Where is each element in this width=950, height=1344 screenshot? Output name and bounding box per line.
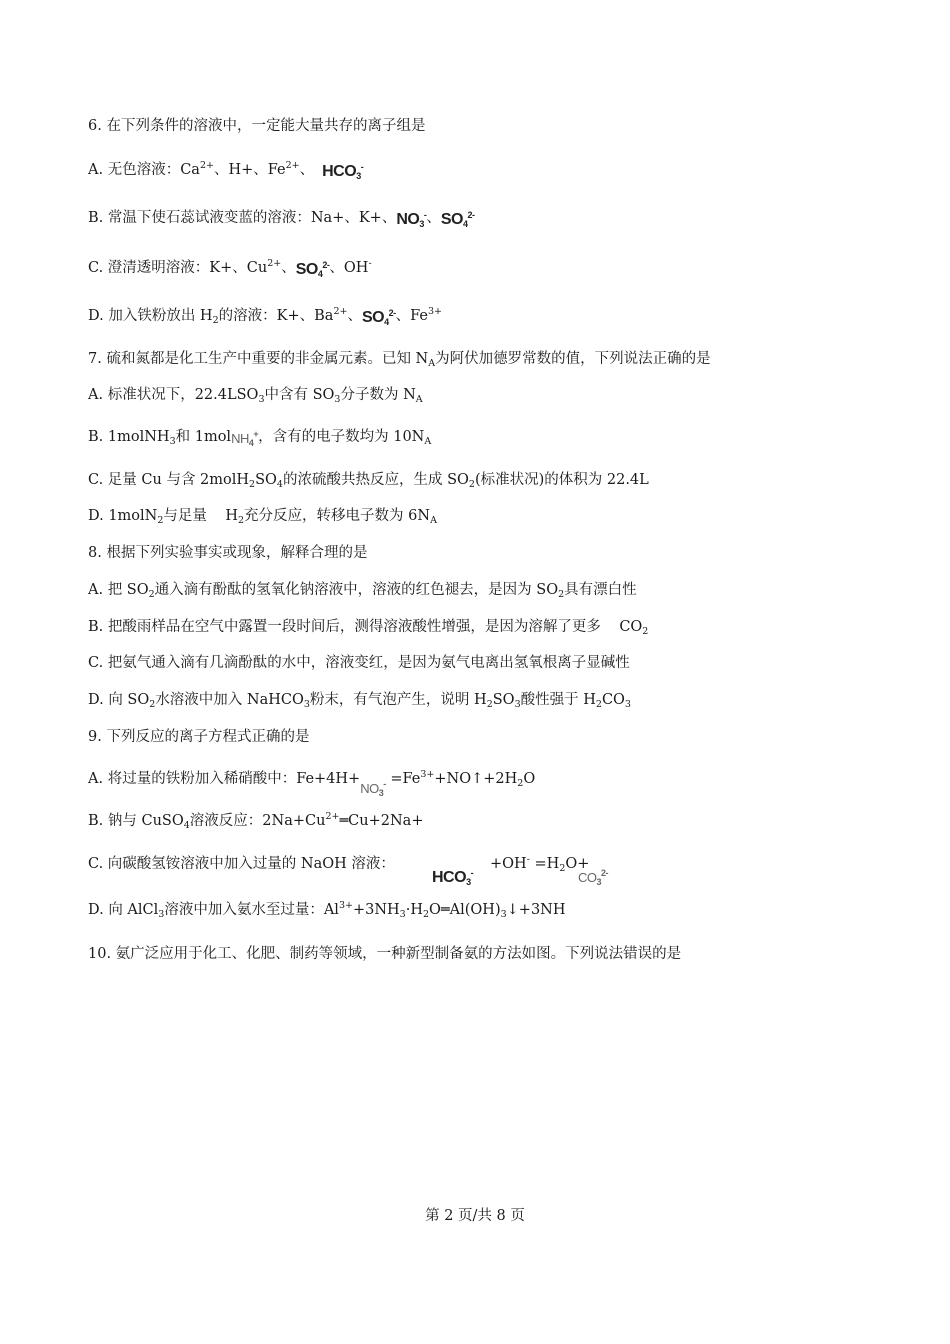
q8-stem: 8. 根据下列实验事实或现象，解释合理的是 — [88, 545, 368, 561]
co3-formula-image: $CO_3^{2-}$ — [578, 868, 609, 887]
q8-option-a: A. 把 $SO_2$通入滴有酚酞的氢氧化钠溶液中，溶液的红色褪去，是因为 $SO_2$具有漂白性 — [88, 582, 637, 600]
page-number-footer: 第 2 页/共 8 页 — [425, 1208, 525, 1224]
q7-option-c: C. 足量 Cu 与含 $2molH_2SO_4$的浓硫酸共热反应，生成 $SO_2$(标准状况)的体积为 22.4L — [88, 472, 649, 490]
q7-option-a: A. 标准状况下，$22.4LSO_3$中含有 $SO_3$分子数为 $N_A$ — [88, 387, 423, 405]
q8-option-b: B. 把酸雨样品在空气中露置一段时间后，测得溶液酸性增强，是因为溶解了更多 $CO_2$ — [88, 619, 649, 637]
q8-option-c: C. 把氨气通入滴有几滴酚酞的水中，溶液变红，是因为氨气电离出氢氧根离子显碱性 — [88, 655, 630, 671]
q9-option-c: C. 向碳酸氢铵溶液中加入过量的 NaOH 溶液： — [88, 856, 395, 872]
hco3-formula-image: $HCO_3^-$ — [322, 162, 364, 181]
so4-formula-image: $SO_4^{2-}$ — [361, 308, 396, 327]
nh4-formula-image: $NH_4^+$ — [231, 429, 259, 448]
q7-stem: 7. 硫和氮都是化工生产中重要的非金属元素。已知 $N_A$为阿伏加德罗常数的值，下列说法正确的是 — [88, 351, 711, 369]
q9-stem: 9. 下列反应的离子方程式正确的是 — [88, 729, 310, 745]
q6-stem: 6. 在下列条件的溶液中，一定能大量共存的离子组是 — [88, 118, 426, 134]
so4-formula-image: $SO_4^{2-}$ — [295, 260, 330, 279]
q9-option-c-equation: $+OH^- =H_2O+$ — [490, 854, 590, 874]
q6-option-c: C. 澄清透明溶液：K+、$Cu^{2+}$、$SO_4^{2-}$、OH- — [88, 258, 372, 279]
q6-option-a: A. 无色溶液：$Ca^{2+}$、H+、$Fe^{2+}$、 $HCO_3^-$ — [88, 160, 364, 181]
q7-option-b: B. 1molNH$_3$和 1molNH$_4$+，含有的电子数均为 $10N_A$ — [88, 429, 432, 448]
q6-option-b: B. 常温下使石蕊试液变蓝的溶液：Na+、K+、$NO_3^-$、$SO_4^{2-}$ — [88, 210, 475, 229]
so4-formula-image: $SO_4^{2-}$ — [440, 210, 475, 229]
q9-option-d: D. 向 AlCl$_3$溶液中加入氨水至过量：$Al^{3+}+3NH_3\cdot H_2O═Al(OH)_3↓+3NH$ — [88, 900, 566, 920]
no3-formula-image: $NO_3^-$ — [360, 779, 386, 798]
q7-option-d: D. 1molN$_2$与足量 $H_2$充分反应，转移电子数为 $6N_A$ — [88, 508, 437, 526]
q6-option-d: D. 加入铁粉放出 $H_2$的溶液：K+、$Ba^{2+}$、$SO_4^{2-}$、$Fe^{3+}$ — [88, 306, 442, 327]
no3-formula-image: $NO_3^-$ — [396, 210, 427, 229]
q9-option-a: A. 将过量的铁粉加入稀硝酸中：$Fe+4H+NO_3^-$ $=Fe^{3+}+NO↑+2H_2O$ — [88, 769, 536, 798]
hco3-formula-image: $HCO_3^-$ — [432, 868, 474, 887]
q8-option-d: D. 向 $SO_2$水溶液中加入 NaHCO$_3$粉末，有气泡产生，说明 $H_2SO_3$酸性强于 $H_2CO_3$ — [88, 692, 631, 710]
q9-option-b: B. 钠与 CuSO$_4$溶液反应：$2Na+Cu^{2+}═Cu+2Na+$ — [88, 811, 424, 831]
q10-stem: 10. 氨广泛应用于化工、化肥、制药等领域，一种新型制备氨的方法如图。下列说法错误的是 — [88, 946, 682, 962]
